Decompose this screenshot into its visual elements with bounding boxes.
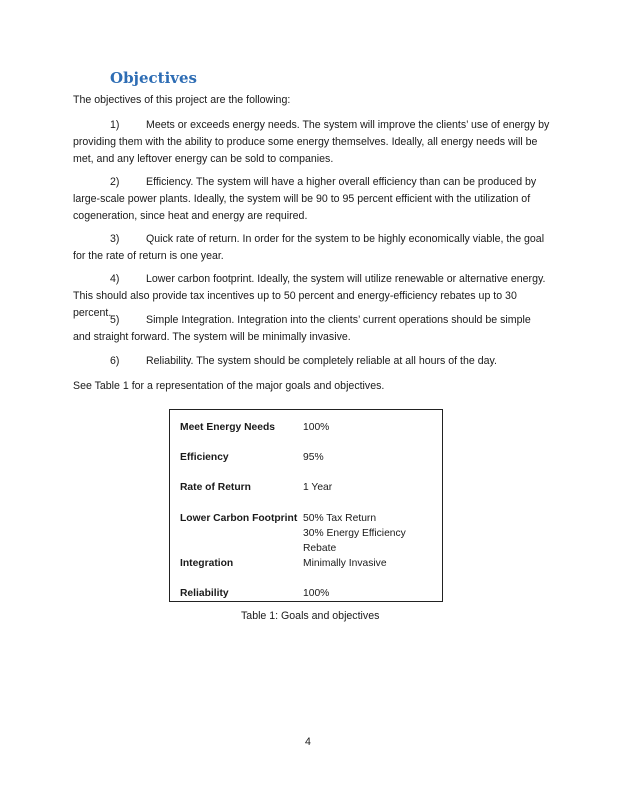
objective-number: 4)	[110, 273, 120, 285]
table-row-label: Efficiency	[180, 452, 229, 463]
section-heading: Objectives	[110, 69, 197, 87]
objective-item	[73, 174, 551, 225]
intro-paragraph: The objectives of this project are the following:	[73, 94, 291, 106]
table-row-value: 1 Year	[303, 482, 333, 493]
objective-item	[73, 353, 551, 370]
objective-number: 2)	[110, 176, 120, 188]
table-row-label: Integration	[180, 558, 234, 569]
goals-table	[169, 409, 443, 602]
objective-text: Meets or exceeds energy needs. The system will improve the clients’ use of energy by providing them with the ability to produce some energy themselves. Ideally, all energy needs will be met, and any leftover energy can be sold to companies.	[73, 119, 550, 165]
table-row-label: Rate of Return	[180, 482, 251, 493]
page-number: 4	[305, 736, 311, 748]
objective-number: 6)	[110, 355, 120, 367]
objective-item	[73, 117, 551, 168]
objective-item	[73, 312, 551, 346]
table-row-value: Minimally Invasive	[303, 558, 387, 569]
table-row-value: 100%	[303, 588, 330, 599]
table-row-value: 50% Tax Return	[303, 513, 377, 524]
objective-text: Efficiency. The system will have a higher overall efficiency than can be produced by large-scale power plants. Ideally, the system will be 90 to 95 percent efficient with the utilization of cogeneration, since heat and energy are required.	[73, 176, 537, 222]
table-row-label: Lower Carbon Footprint	[180, 513, 298, 524]
objective-text: Lower carbon footprint. Ideally, the system will utilize renewable or alternative energy. This should also provide tax incentives up to 50 percent and energy-efficiency rebates up to 30 percent.	[73, 273, 546, 319]
table-row-label: Meet Energy Needs	[180, 422, 275, 433]
objective-number: 3)	[110, 233, 120, 245]
table-caption: Table 1: Goals and objectives	[241, 610, 380, 622]
objective-text: Simple Integration. Integration into the clients’ current operations should be simple and straight forward. The system will be minimally invasive.	[73, 314, 531, 343]
objective-text: Quick rate of return. In order for the system to be highly economically viable, the goal for the rate of return is one year.	[73, 233, 545, 262]
table-row-label: Reliability	[180, 588, 229, 599]
table-reference-paragraph: See Table 1 for a representation of the major goals and objectives.	[73, 380, 385, 392]
objective-item	[73, 231, 551, 265]
table-row-value: 95%	[303, 452, 324, 463]
table-row-value: 30% Energy Efficiency Rebate	[303, 528, 406, 554]
table-row-value: 100%	[303, 422, 330, 433]
objective-number: 5)	[110, 314, 120, 326]
objective-text: Reliability. The system should be completely reliable at all hours of the day.	[146, 355, 497, 367]
objective-number: 1)	[110, 119, 120, 131]
